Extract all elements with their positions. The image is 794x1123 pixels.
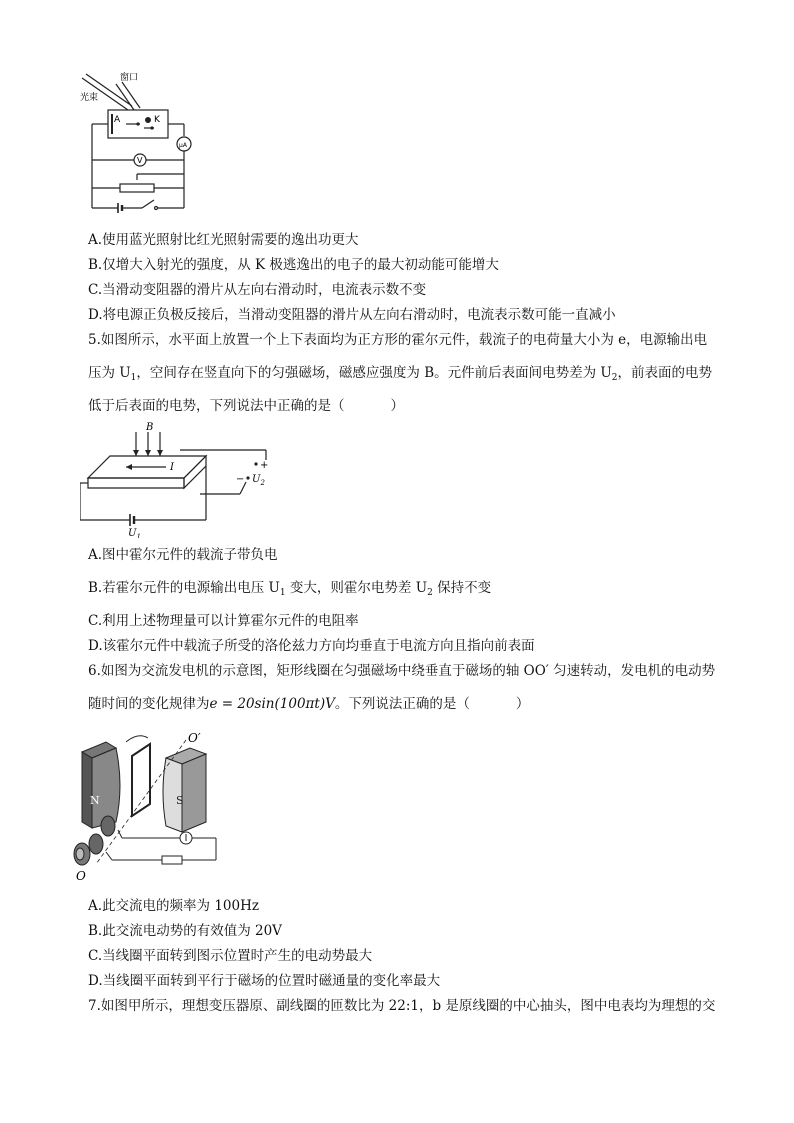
label-south-pole: S (176, 794, 184, 807)
label-u2: $U_2$ (252, 474, 265, 487)
label-magnetic-field: B (146, 422, 154, 433)
q4-option-b: B.仅增大入射光的强度，从 K 极逃逸出的电子的最大初动能可能增大 (88, 257, 499, 273)
q4-option-d: D.将电源正负极反接后，当滑动变阻器的滑片从左向右滑动时，电流表示数可能一直减小 (88, 307, 616, 323)
q5-stem-line2: 压为 $U_1$，空间存在竖直向下的匀强磁场，磁感应强度为 B。元件前后表面间电势差为 $U_2$，前表面的电势 (88, 365, 713, 383)
label-microammeter: μA (179, 142, 187, 149)
label-cathode: K (154, 115, 160, 125)
q6-option-d: D.当线圈平面转到平行于磁场的位置时磁通量的变化率最大 (88, 973, 441, 989)
label-light-beam: 光束 (80, 93, 99, 103)
hall-element-figure (80, 420, 280, 538)
label-anode: A (114, 115, 121, 125)
label-plus: + (260, 460, 269, 471)
label-voltmeter: V (137, 156, 143, 165)
q6-option-a: A.此交流电的频率为 100Hz (88, 898, 259, 914)
label-window: 窗口 (120, 73, 139, 83)
q5-option-d: D.该霍尔元件中载流子所受的洛伦兹力方向均垂直于电流方向且指向前表面 (88, 638, 535, 654)
q5-option-a: A.图中霍尔元件的载流子带负电 (88, 547, 278, 563)
q5-option-c: C.利用上述物理量可以计算霍尔元件的电阻率 (88, 613, 359, 629)
q6-stem-line1: 6.如图为交流发电机的示意图，矩形线圈在匀强磁场中绕垂直于磁场的轴 OO′ 匀速转动，发电机的电动势 (88, 663, 716, 679)
label-current: I (170, 462, 174, 473)
label-axis-o: O (76, 869, 86, 883)
q6-stem-line2: 随时间的变化规律为e = 20sin(100πt)V。下列说法正确的是（ ） (88, 696, 530, 712)
q6-option-b: B.此交流电动势的有效值为 20V (88, 923, 282, 939)
q5-stem-line3: 低于后表面的电势，下列说法中正确的是（ ） (88, 398, 404, 414)
label-north-pole: N (90, 794, 100, 807)
label-minus: − (236, 474, 245, 485)
q7-stem-line1: 7.如图甲所示，理想变压器原、副线圈的匝数比为 22:1，b 是原线圈的中心抽头，图中电表均为理想的交 (88, 998, 716, 1014)
q4-option-a: A.使用蓝光照射比红光照射需要的逸出功更大 (88, 232, 359, 248)
label-u1: $U_1$ (128, 528, 141, 538)
q5-stem-line1: 5.如图所示，水平面上放置一个上下表面均为正方形的霍尔元件，载流子的电荷量大小为 e，电源输出电 (88, 332, 708, 348)
emf-formula: e = 20sin(100πt)V (209, 696, 335, 712)
q5-option-b: B.若霍尔元件的电源输出电压 $U_1$ 变大，则霍尔电势差 $U_2$ 保持不变 (88, 580, 492, 598)
q6-option-c: C.当线圈平面转到图示位置时产生的电动势最大 (88, 948, 373, 964)
photoelectric-circuit-figure (80, 70, 210, 220)
ac-generator-figure (66, 728, 226, 884)
q4-option-c: C.当滑动变阻器的滑片从左向右滑动时，电流表示数不变 (88, 282, 427, 298)
label-axis-o-prime: O′ (188, 731, 201, 745)
